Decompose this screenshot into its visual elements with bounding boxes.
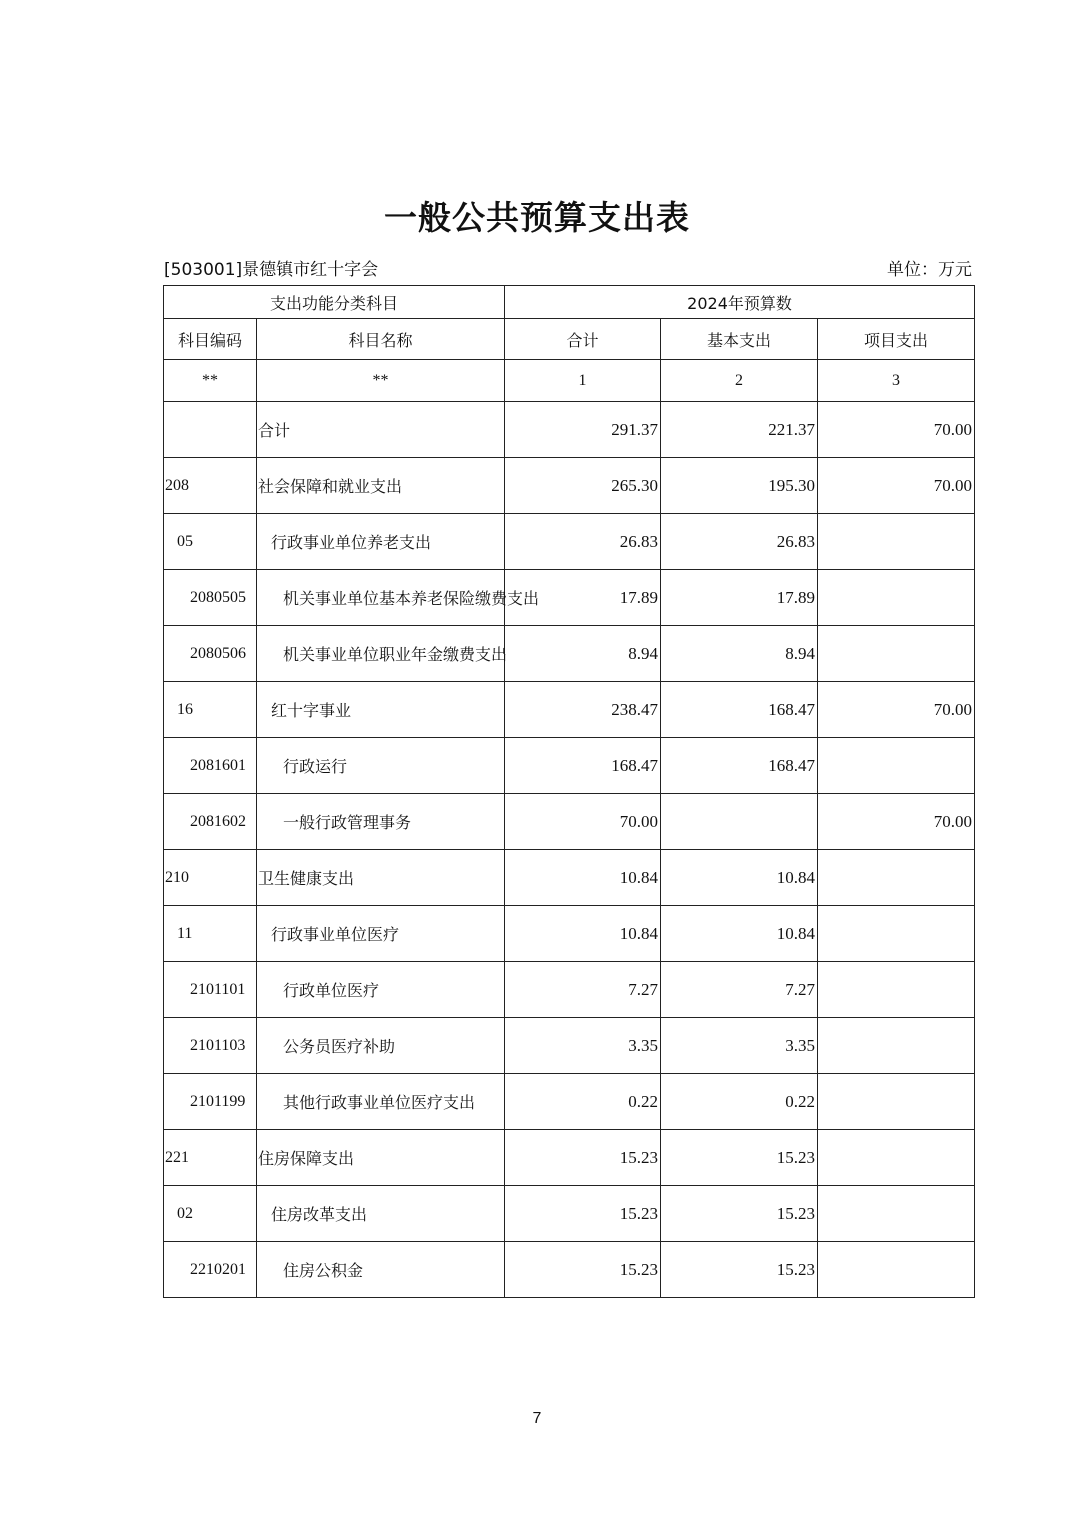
header-project: 项目支出 [818,319,975,360]
project-cell [818,570,975,626]
project-cell [818,738,975,794]
header-code: 科目编码 [164,319,257,360]
name-cell: 住房改革支出 [257,1186,505,1242]
table-row [164,1242,975,1298]
project-cell [818,962,975,1018]
page-number: 7 [532,1410,542,1427]
project-cell [818,1130,975,1186]
table-row [164,1186,975,1242]
code-cell: 2080506 [164,626,257,682]
name-cell: 一般行政管理事务 [257,794,505,850]
header-index-row [164,360,975,402]
basic-cell: 15.23 [661,1186,818,1242]
total-cell: 17.89 [505,570,661,626]
project-cell [818,1074,975,1130]
header-total: 合计 [505,319,661,360]
name-cell: 机关事业单位职业年金缴费支出 [257,626,505,682]
basic-cell: 10.84 [661,906,818,962]
header-group-left: 支出功能分类科目 [164,286,505,319]
table-row [164,626,975,682]
basic-cell: 7.27 [661,962,818,1018]
basic-cell: 15.23 [661,1242,818,1298]
code-cell: 02 [164,1186,257,1242]
project-cell [818,1186,975,1242]
basic-cell: 195.30 [661,458,818,514]
index-basic: 2 [661,360,818,402]
name-cell: 机关事业单位基本养老保险缴费支出 [257,570,505,626]
name-cell: 住房公积金 [257,1242,505,1298]
name-cell: 社会保障和就业支出 [257,458,505,514]
code-cell: 2101101 [164,962,257,1018]
total-cell: 8.94 [505,626,661,682]
header-basic: 基本支出 [661,319,818,360]
name-cell: 行政事业单位医疗 [257,906,505,962]
code-cell [164,402,257,458]
table-row [164,1074,975,1130]
organization-label: [503001]景德镇市红十字会 [164,260,379,280]
budget-table [163,285,975,1298]
total-cell: 265.30 [505,458,661,514]
basic-cell: 168.47 [661,738,818,794]
name-cell: 住房保障支出 [257,1130,505,1186]
project-cell: 70.00 [818,794,975,850]
code-cell: 11 [164,906,257,962]
name-cell: 行政运行 [257,738,505,794]
basic-cell [661,794,818,850]
code-cell: 2101199 [164,1074,257,1130]
code-cell: 2210201 [164,1242,257,1298]
basic-cell: 8.94 [661,626,818,682]
total-cell: 238.47 [505,682,661,738]
table-row [164,850,975,906]
basic-cell: 26.83 [661,514,818,570]
name-cell: 行政事业单位养老支出 [257,514,505,570]
total-cell: 15.23 [505,1186,661,1242]
project-cell [818,1242,975,1298]
header-column-row [164,319,975,360]
code-cell: 208 [164,458,257,514]
total-cell: 291.37 [505,402,661,458]
basic-cell: 15.23 [661,1130,818,1186]
table-row [164,402,975,458]
unit-label: 单位：万元 [887,260,972,280]
total-cell: 10.84 [505,906,661,962]
index-code: ** [164,360,257,402]
code-cell: 2101103 [164,1018,257,1074]
table-row [164,738,975,794]
name-cell: 其他行政事业单位医疗支出 [257,1074,505,1130]
header-group-row [164,286,975,319]
basic-cell: 0.22 [661,1074,818,1130]
table-row [164,682,975,738]
total-cell: 15.23 [505,1242,661,1298]
total-cell: 15.23 [505,1130,661,1186]
total-cell: 10.84 [505,850,661,906]
table-row [164,906,975,962]
index-project: 3 [818,360,975,402]
project-cell [818,626,975,682]
project-cell [818,906,975,962]
table-row [164,962,975,1018]
name-cell: 公务员医疗补助 [257,1018,505,1074]
code-cell: 05 [164,514,257,570]
table-row [164,570,975,626]
total-cell: 26.83 [505,514,661,570]
total-cell: 7.27 [505,962,661,1018]
header-name: 科目名称 [257,319,505,360]
table-row [164,1018,975,1074]
code-cell: 2081602 [164,794,257,850]
page-title: 一般公共预算支出表 [384,198,690,237]
basic-cell: 17.89 [661,570,818,626]
total-cell: 70.00 [505,794,661,850]
code-cell: 210 [164,850,257,906]
total-cell: 168.47 [505,738,661,794]
basic-cell: 10.84 [661,850,818,906]
table-row [164,458,975,514]
basic-cell: 221.37 [661,402,818,458]
name-cell: 红十字事业 [257,682,505,738]
basic-cell: 168.47 [661,682,818,738]
code-cell: 221 [164,1130,257,1186]
project-cell [818,514,975,570]
project-cell [818,1018,975,1074]
code-cell: 2080505 [164,570,257,626]
code-cell: 2081601 [164,738,257,794]
table-row [164,1130,975,1186]
index-name: ** [257,360,505,402]
project-cell: 70.00 [818,458,975,514]
code-cell: 16 [164,682,257,738]
project-cell: 70.00 [818,682,975,738]
name-cell: 合计 [257,402,505,458]
basic-cell: 3.35 [661,1018,818,1074]
total-cell: 0.22 [505,1074,661,1130]
table-row [164,514,975,570]
table-row [164,794,975,850]
index-total: 1 [505,360,661,402]
name-cell: 卫生健康支出 [257,850,505,906]
project-cell [818,850,975,906]
total-cell: 3.35 [505,1018,661,1074]
header-group-right: 2024年预算数 [505,286,975,319]
name-cell: 行政单位医疗 [257,962,505,1018]
project-cell: 70.00 [818,402,975,458]
